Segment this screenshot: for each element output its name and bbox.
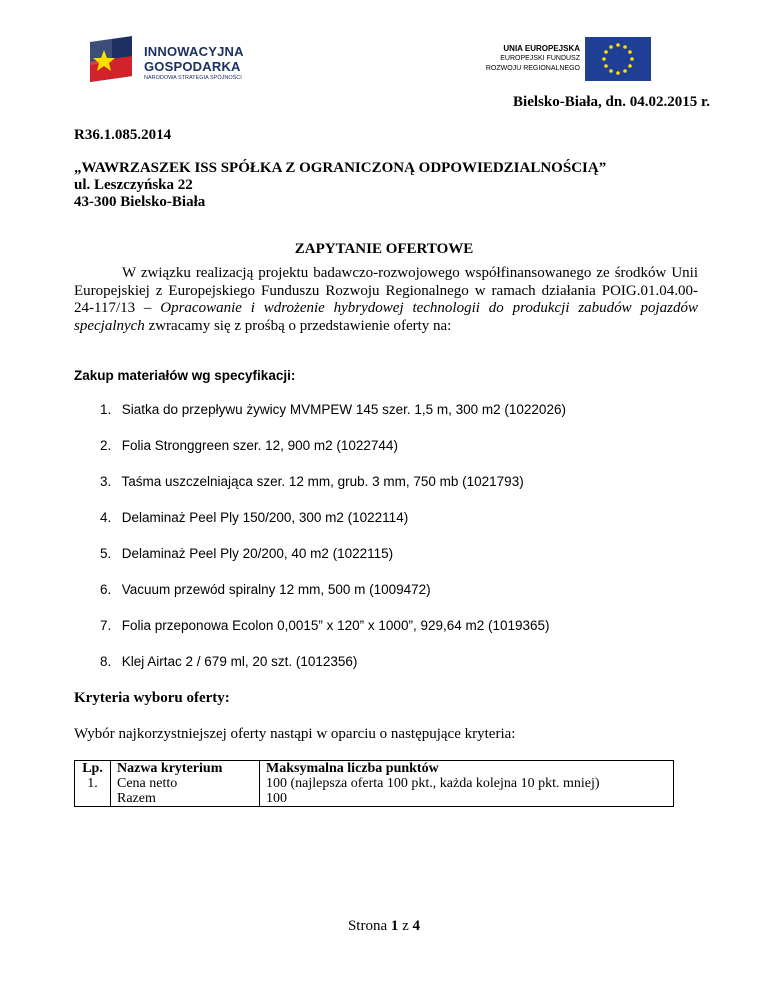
cell-points: 100 (najlepsza oferta 100 pkt., każda kolejna 10 pkt. mniej) (260, 776, 674, 791)
project-title: Opracowanie i wdrożenie hybrydowej technologii do produkcji zabudów pojazdów specjalnych (74, 300, 698, 334)
list-item (100, 474, 566, 510)
header-criterion: Nazwa kryterium (111, 761, 260, 777)
item-number: 3. (100, 474, 112, 489)
item-number: 8. (100, 654, 112, 669)
intro-text-1: W związku realizacją projektu badawczo-rozwojowego współfinansowanego ze środków Unii Europejskiej z Europejskiego Funduszu Rozwoju Regionalnego w ramach działania POIG.01.04.00-24-117/13 – (74, 265, 698, 316)
spec-list (100, 402, 566, 690)
list-item (100, 438, 566, 474)
item-number: 6. (100, 582, 112, 597)
table-row (75, 791, 674, 807)
cell-criterion: Cena netto (111, 776, 260, 791)
item-number: 2. (100, 438, 112, 453)
logo-line1: INNOWACYJNA (144, 44, 244, 59)
criteria-description: Wybór najkorzystniejszej oferty nastąpi w oparciu o następujące kryteria: (74, 726, 516, 742)
document-date: Bielsko-Biała, dn. 04.02.2015 r. (513, 94, 710, 110)
item-number: 1. (100, 402, 112, 417)
item-text: Delaminaż Peel Ply 150/200, 300 m2 (1022114) (121, 510, 409, 525)
list-item (100, 582, 566, 618)
item-text: Folia przeponowa Ecolon 0,0015” x 120” x 1000”, 929,64 m2 (1019365) (121, 618, 550, 633)
cell-lp: 1. (75, 776, 111, 791)
flag-star-icon (82, 32, 140, 90)
footer-total: 4 (412, 918, 421, 934)
footer-page: 1 (390, 918, 399, 934)
footer-prefix: Strona (347, 918, 388, 934)
item-text: Vacuum przewód spiralny 12 mm, 500 m (1009472) (121, 582, 431, 597)
footer-of: z (402, 918, 409, 934)
criteria-table (74, 760, 674, 807)
list-item (100, 618, 566, 654)
recipient-city: 43-300 Bielsko-Biała (74, 194, 206, 210)
list-item (100, 402, 566, 438)
cell-criterion: Razem (111, 791, 260, 807)
list-item (100, 510, 566, 546)
eu-logo-text (470, 44, 580, 74)
table-header-row (75, 761, 674, 777)
logo-tagline: NARODOWA STRATEGIA SPÓJNOŚCI (144, 75, 242, 81)
recipient-street: ul. Leszczyńska 22 (74, 177, 193, 193)
intro-text-2: zwracamy się z prośbą o przedstawienie oferty na: (144, 317, 452, 334)
item-text: Folia Stronggreen szer. 12, 900 m2 (1022744) (121, 438, 398, 453)
item-text: Klej Airtac 2 / 679 ml, 20 szt. (1012356) (121, 654, 358, 669)
list-item (100, 546, 566, 582)
cell-points: 100 (260, 791, 674, 807)
item-number: 5. (100, 546, 112, 561)
item-number: 7. (100, 618, 112, 633)
eu-line1: UNIA EUROPEJSKA (503, 44, 580, 53)
innowacyjna-gospodarka-logo (82, 28, 260, 90)
header-max-points: Maksymalna liczba punktów (260, 761, 674, 777)
eu-line2: EUROPEJSKI FUNDUSZ (500, 55, 580, 62)
list-item (100, 654, 566, 690)
table-row (75, 776, 674, 791)
item-text: Siatka do przepływu żywicy MVMPEW 145 szer. 1,5 m, 300 m2 (1022026) (121, 402, 566, 417)
recipient-name: „WAWRZASZEK ISS SPÓŁKA Z OGRANICZONĄ ODPOWIEDZIALNOŚCIĄ” (74, 160, 607, 176)
criteria-heading: Kryteria wyboru oferty: (74, 690, 230, 706)
page-footer (0, 918, 768, 935)
item-text: Delaminaż Peel Ply 20/200, 40 m2 (1022115) (121, 546, 394, 561)
reference-number: R36.1.085.2014 (74, 127, 172, 143)
eu-flag-icon (585, 37, 651, 81)
header-lp: Lp. (75, 761, 111, 777)
intro-paragraph (74, 265, 698, 335)
spec-heading: Zakup materiałów wg specyfikacji: (74, 368, 296, 383)
logo-line2: GOSPODARKA (144, 59, 241, 74)
recipient-address (74, 160, 606, 211)
eu-line3: ROZWOJU REGIONALNEGO (485, 65, 580, 72)
item-number: 4. (100, 510, 112, 525)
cell-lp (75, 791, 111, 807)
item-text: Taśma uszczelniająca szer. 12 mm, grub. 3 mm, 750 mb (1021793) (121, 474, 524, 489)
document-title: ZAPYTANIE OFERTOWE (294, 241, 474, 257)
